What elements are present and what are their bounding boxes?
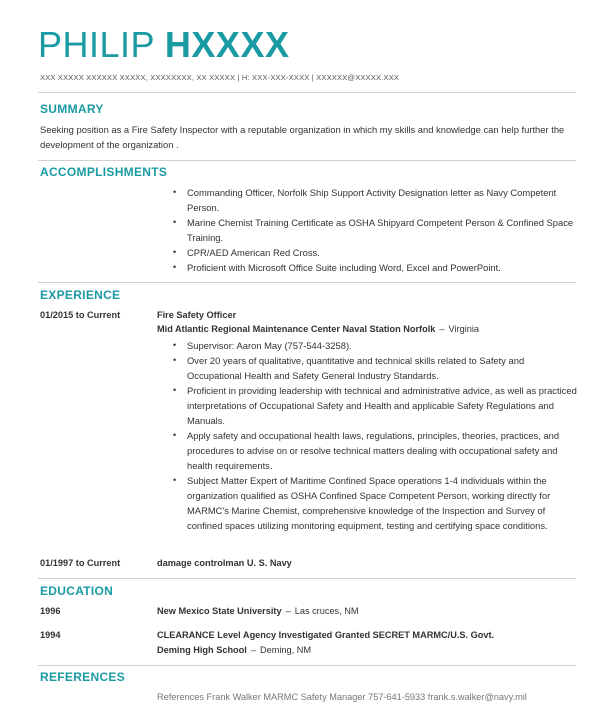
education-school-line <box>157 606 359 616</box>
list-item: • Marine Chemist Training Certificate as OSHA Shipyard Competent Person & Confined Space Training. <box>157 215 577 245</box>
school-location: Las cruces, NM <box>294 606 359 616</box>
first-name: PHILIP <box>38 24 155 65</box>
list-item: • CPR/AED American Red Cross. <box>157 245 577 260</box>
job-duties-list <box>157 338 577 533</box>
job-title: Fire Safety Officer <box>157 310 237 320</box>
education-heading: EDUCATION <box>40 584 114 598</box>
job-employer-line <box>157 324 479 334</box>
education-year: 1994 <box>40 630 61 640</box>
employer-name: Mid Atlantic Regional Maintenance Center Naval Station Norfolk <box>157 324 436 334</box>
last-name: HXXXX <box>164 24 290 65</box>
education-year: 1996 <box>40 606 61 616</box>
school-dash: – <box>285 606 291 616</box>
accomplishments-list <box>157 185 577 275</box>
list-item: • Proficient in providing leadership with technical and administrative advice, as well as practiced interpretations of Occupational Safety and Health and applicable Safety Regulations and Manuals. <box>157 383 577 428</box>
summary-text: Seeking position as a Fire Safety Inspector with a reputable organization in which my skills and knowledge can help further the development of the organization . <box>40 124 565 150</box>
references-text: References Frank Walker MARMC Safety Manager 757-641-5933 frank.s.walker@navy.mil <box>157 692 527 702</box>
list-item: • Over 20 years of qualitative, quantitative and technical skills related to Safety and Occupational Health and Safety General Industry Standards. <box>157 353 577 383</box>
candidate-name <box>38 24 289 66</box>
job-date: 01/1997 to Current <box>40 558 121 568</box>
school-name: Deming High School <box>157 645 247 655</box>
experience-divider <box>38 578 576 579</box>
job-date: 01/2015 to Current <box>40 310 121 320</box>
contact-line: XXX XXXXX XXXXXX XXXXX, XXXXXXXX, XX XXXXX | H: XXX-XXX-XXXX | XXXXXX@XXXXX.XXX <box>40 73 400 82</box>
summary-heading: SUMMARY <box>40 102 104 116</box>
summary-divider <box>38 160 576 161</box>
list-item: • Subject Matter Expert of Maritime Confined Space operations 1-4 individuals within the organization qualified as OSHA Confined Space Competent Person, working directly for MARMC's Marine Chemist, comprehensive knowledge of the Inspection and Survey of confined spaces utilizing monitoring equipment, testing and certifying space conditions. <box>157 473 577 533</box>
employer-location: Virginia <box>448 324 479 334</box>
list-item: • Apply safety and occupational health laws, regulations, principles, theories, practices, and procedures to advise on or resolve technical matters dealing with occupational safety and health requirements. <box>157 428 577 473</box>
list-item: • Proficient with Microsoft Office Suite including Word, Excel and PowerPoint. <box>157 260 577 275</box>
list-item: • Commanding Officer, Norfolk Ship Support Activity Designation letter as Navy Competent Person. <box>157 185 577 215</box>
header-divider <box>38 92 576 93</box>
education-school-line <box>157 645 311 655</box>
school-name: New Mexico State University <box>157 606 282 616</box>
clearance-line: CLEARANCE Level Agency Investigated Granted SECRET MARMC/U.S. Govt. <box>157 630 495 640</box>
references-heading: REFERENCES <box>40 670 126 684</box>
employer-dash: – <box>439 324 445 334</box>
school-dash: – <box>250 645 256 655</box>
accomplishments-heading: ACCOMPLISHMENTS <box>40 165 168 179</box>
list-item: • Supervisor: Aaron May (757-544-3258). <box>157 338 577 353</box>
job-title: damage controlman U. S. Navy <box>157 558 292 568</box>
school-location: Deming, NM <box>259 645 312 655</box>
accomplishments-divider <box>38 282 576 283</box>
experience-heading: EXPERIENCE <box>40 288 121 302</box>
education-divider <box>38 665 576 666</box>
